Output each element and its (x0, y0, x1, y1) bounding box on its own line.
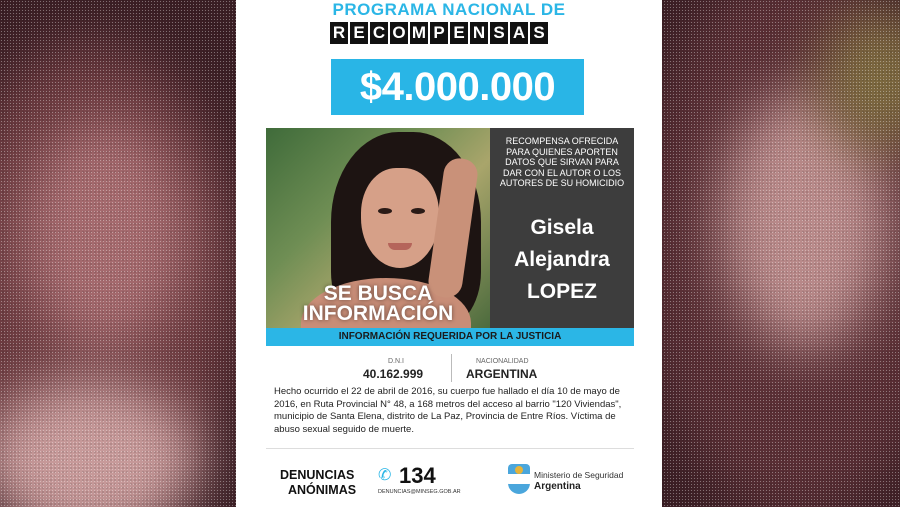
informacion-text: INFORMACIÓN (302, 302, 454, 325)
anonimas-label: ANÓNIMAS (288, 483, 357, 497)
reward-description: RECOMPENSA OFRECIDA PARA QUIENES APORTEN DATOS QUE SIRVAN PARA DAR CON EL AUTOR O LOS AUTORES DE SU HOMICIDIO (499, 136, 625, 188)
letter-tile: M (411, 23, 427, 42)
ministry-name: Ministerio de Seguridad (534, 470, 624, 480)
report-email: DENUNCIAS@MINSEG.GOB.AR (378, 489, 461, 495)
letter-tile: O (390, 22, 408, 44)
letter-tile: R (330, 22, 348, 44)
letter-tile: P (430, 22, 448, 44)
victim-middle-name: Alejandra (514, 248, 610, 271)
victim-first-name: Gisela (530, 216, 594, 239)
reward-amount: $4.000.000 (331, 59, 584, 115)
letter-tile: S (490, 22, 508, 44)
victim-info-box (490, 128, 634, 328)
letter-tile: S (530, 22, 548, 44)
info-required-bar: INFORMACIÓN REQUERIDA POR LA JUSTICIA (266, 328, 634, 346)
letter-tile: C (370, 22, 388, 44)
argentina-shield-icon (508, 464, 530, 494)
victim-photo (266, 128, 490, 328)
letter-tile: A (510, 22, 528, 44)
recompensas-tiles (330, 22, 548, 44)
letter-tile: E (450, 22, 468, 44)
divider (451, 354, 452, 382)
program-title: PROGRAMA NACIONAL DE (332, 0, 566, 19)
letter-tile: E (350, 22, 368, 44)
hotline-number: 134 (399, 463, 436, 488)
phone-icon: ✆ (378, 465, 392, 484)
letter-tile: N (470, 22, 488, 44)
nationality-value: ARGENTINA (466, 367, 538, 381)
reward-poster (236, 0, 662, 507)
denuncias-label: DENUNCIAS (280, 468, 355, 482)
dni-label: D.N.I (388, 358, 404, 365)
se-busca-text: SE BUSCA (323, 282, 433, 305)
dni-value: 40.162.999 (363, 367, 424, 381)
nationality-label: NACIONALIDAD (476, 358, 529, 365)
case-description: Hecho ocurrido el 22 de abril de 2016, su cuerpo fue hallado el día 10 de mayo de 2016, en Ruta Provincial N° 48, a 168 metros del acceso al barrio "120 Viviendas", municipio de Santa Elena, distrito de La Paz, Provincia de Entre Ríos. Víctima de abuso sexual seguido de muerte. (274, 386, 622, 435)
footer-divider (266, 448, 634, 449)
ministry-country: Argentina (534, 481, 581, 492)
victim-last-name: LOPEZ (526, 280, 597, 303)
